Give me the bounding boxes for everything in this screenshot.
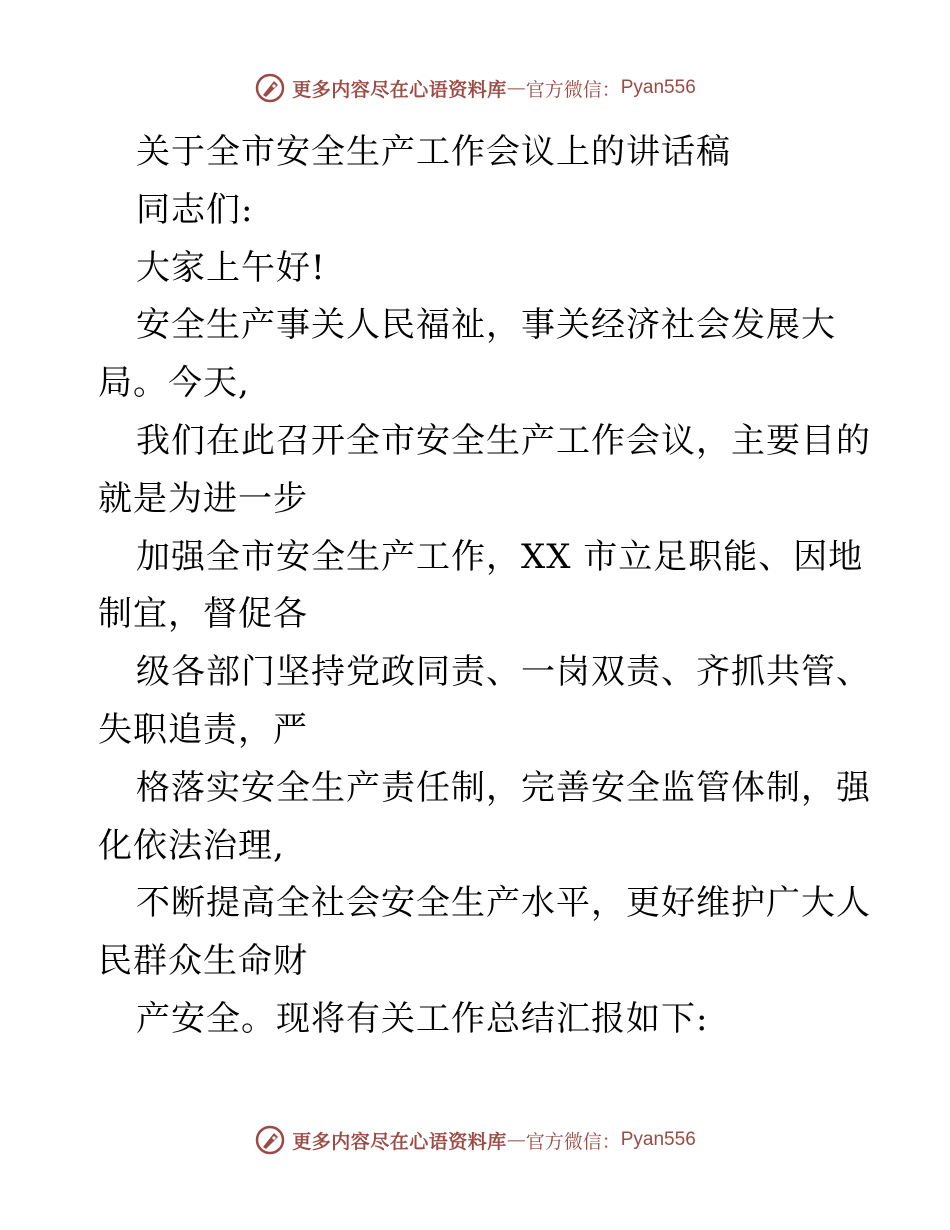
paragraph-line: 不断提高全社会安全生产水平，更好维护广大人 bbox=[136, 883, 871, 924]
greeting: 大家上午好! bbox=[136, 247, 326, 288]
pen-nib-circle-icon bbox=[254, 1124, 286, 1156]
paragraph-line: 局。今天, bbox=[98, 363, 250, 404]
paragraph-line: 就是为进一步 bbox=[98, 478, 308, 519]
document-title: 关于全市安全生产工作会议上的讲话稿 bbox=[136, 132, 731, 172]
paragraph-line: 民群众生命财 bbox=[98, 941, 308, 982]
watermark-text: 更多内容尽在心语资料库 bbox=[292, 78, 507, 101]
paragraph-line: 制宜，督促各 bbox=[98, 594, 308, 635]
paragraph-line: 化依法治理, bbox=[98, 825, 285, 866]
footer-watermark bbox=[0, 1124, 950, 1156]
salutation: 同志们: bbox=[136, 189, 254, 230]
watermark-wechat-id: Pyan556 bbox=[620, 77, 696, 98]
paragraph-line: 安全生产事关人民福祉，事关经济社会发展大 bbox=[136, 305, 836, 346]
document-body bbox=[98, 124, 871, 1049]
paragraph-line: 格落实安全生产责任制，完善安全监管体制，强 bbox=[136, 767, 871, 808]
watermark-suffix: 官方微信： bbox=[525, 1130, 621, 1153]
watermark-dash: — bbox=[506, 1129, 526, 1151]
watermark-text: 更多内容尽在心语资料库 bbox=[292, 1130, 507, 1153]
pen-nib-circle-icon bbox=[254, 72, 286, 104]
watermark-dash: — bbox=[506, 77, 526, 99]
paragraph-line: 产安全。现将有关工作总结汇报如下: bbox=[136, 998, 709, 1039]
paragraph-line: 我们在此召开全市安全生产工作会议，主要目的 bbox=[136, 420, 871, 461]
paragraph-line: 失职追责，严 bbox=[98, 709, 308, 750]
paragraph-line: 加强全市安全生产工作，XX 市立足职能、因地 bbox=[136, 536, 864, 577]
paragraph-line: 级各部门坚持党政同责、一岗双责、齐抓共管、 bbox=[136, 652, 871, 693]
watermark-suffix: 官方微信： bbox=[525, 78, 621, 101]
watermark-wechat-id: Pyan556 bbox=[620, 1129, 696, 1150]
header-watermark bbox=[0, 72, 950, 104]
